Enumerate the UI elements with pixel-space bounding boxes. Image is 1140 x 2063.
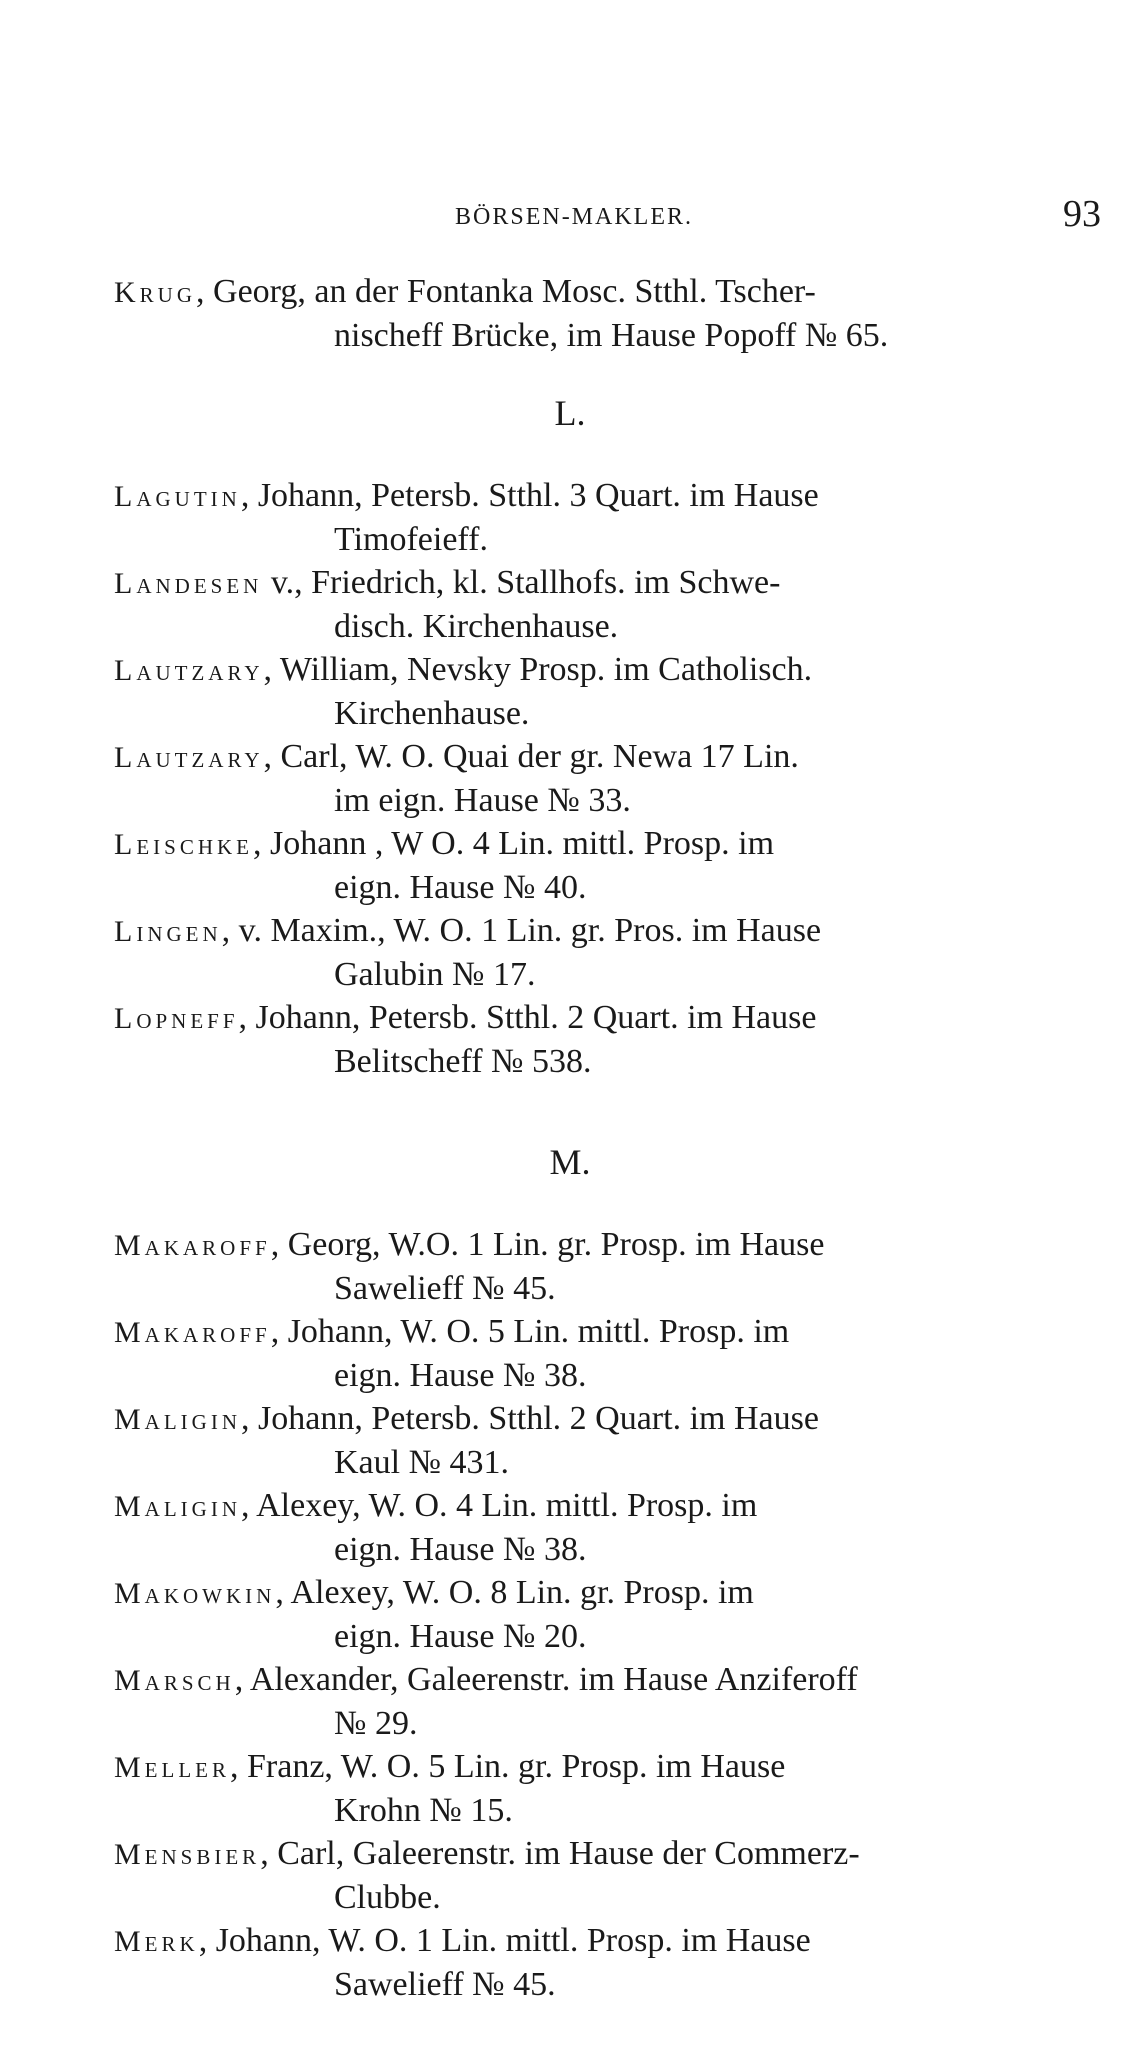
entry-surname: Merk	[114, 1925, 199, 1958]
entry-continuation-line: № 29.	[334, 1705, 418, 1742]
entry-text: Alexey, W. O. 4 Lin. mittl. Prosp. im	[256, 1487, 758, 1524]
entry-text: Carl, Galeerenstr. im Hause der Commerz-	[277, 1835, 860, 1872]
entry-surname: Maligin	[114, 1490, 241, 1523]
directory-entry	[114, 735, 1109, 822]
entry-first-line	[114, 561, 1109, 605]
entry-continuation-line: Sawelieff № 45.	[334, 1270, 556, 1307]
entry-first-line: Makaroff, Georg, W.O. 1 Lin. gr. Prosp. im Hause	[114, 1226, 825, 1263]
entry-first-line: Mensbier, Carl, Galeerenstr. im Hause der Commerz-	[114, 1835, 860, 1872]
entry-continuation-line: Kaul № 431.	[334, 1444, 510, 1481]
entry-first-line: Marsch, Alexander, Galeerenstr. im Hause Anziferoff	[114, 1661, 858, 1698]
entry-text: Franz, W. O. 5 Lin. gr. Prosp. im Hause	[247, 1748, 786, 1785]
entry-text: Alexey, W. O. 8 Lin. gr. Prosp. im	[290, 1574, 754, 1611]
entry-first-line: Krug, Georg, an der Fontanka Mosc. Stthl. Tscher-	[114, 273, 816, 310]
entry-text: Johann, W. O. 1 Lin. mittl. Prosp. im Hause	[215, 1922, 811, 1959]
directory-entry	[114, 1223, 1109, 1310]
entry-continuation-line: eign. Hause № 20.	[334, 1618, 587, 1655]
directory-entry	[114, 909, 1109, 996]
entry-surname: Lingen	[114, 915, 222, 948]
entry-continuation-line: Sawelieff № 45.	[334, 1966, 556, 2003]
entry-first-line: Merk, Johann, W. O. 1 Lin. mittl. Prosp. im Hause	[114, 1922, 811, 1959]
entry-continuation-line: im eign. Hause № 33.	[334, 782, 631, 819]
entry-continuation-line: Belitscheff № 538.	[334, 1043, 592, 1080]
directory-entry	[114, 1658, 1109, 1745]
directory-entry	[114, 1832, 1109, 1919]
page-number: 93	[1063, 193, 1101, 235]
entry-continuation-line: Krohn № 15.	[334, 1792, 513, 1829]
entry-text: Alexander, Galeerenstr. im Hause Anziferoff	[249, 1661, 858, 1698]
entry-continuation-line: disch. Kirchenhause.	[334, 608, 619, 645]
directory-entry	[114, 474, 1109, 561]
entry-text: Johann, Petersb. Stthl. 2 Quart. im Hause	[258, 1400, 819, 1437]
section-heading-m: M.	[549, 1142, 591, 1182]
entry-first-line: Lopneff, Johann, Petersb. Stthl. 2 Quart. im Hause	[114, 999, 817, 1036]
directory-entry	[114, 1571, 1109, 1658]
entry-text: v., Friedrich, kl. Stallhofs. im Schwe-	[270, 564, 781, 601]
entry-continuation-line: eign. Hause № 38.	[334, 1357, 587, 1394]
entry-continuation-line: Timofeieff.	[334, 521, 488, 558]
page-header	[0, 190, 1140, 250]
directory-entries	[0, 270, 1140, 2006]
entry-first-line: Makowkin, Alexey, W. O. 8 Lin. gr. Prosp. im	[114, 1574, 754, 1611]
entry-text: Georg, W.O. 1 Lin. gr. Prosp. im Hause	[287, 1226, 825, 1263]
entry-text: Johann , W O. 4 Lin. mittl. Prosp. im	[270, 825, 775, 862]
entry-first-line: Lautzary, William, Nevsky Prosp. im Catholisch.	[114, 651, 813, 688]
directory-entry	[114, 996, 1109, 1083]
entry-first-line: Lagutin, Johann, Petersb. Stthl. 3 Quart. im Hause	[114, 477, 819, 514]
entry-surname: Makaroff	[114, 1316, 271, 1349]
entry-surname: Meller	[114, 1751, 230, 1784]
entry-first-line: Makaroff, Johann, W. O. 5 Lin. mittl. Prosp. im	[114, 1313, 790, 1350]
entry-first-line: Lautzary, Carl, W. O. Quai der gr. Newa 17 Lin.	[114, 738, 799, 775]
entry-text: Georg, an der Fontanka Mosc. Stthl. Tscher-	[213, 273, 816, 310]
entry-first-line: Leischke, Johann , W O. 4 Lin. mittl. Prosp. im	[114, 825, 775, 862]
entry-text: Johann, Petersb. Stthl. 3 Quart. im Hause	[257, 477, 819, 514]
directory-entry	[114, 561, 1109, 648]
directory-entry	[114, 822, 1109, 909]
entry-continuation-line: nischeff Brücke, im Hause Popoff № 65.	[334, 317, 889, 354]
directory-entry	[114, 270, 1109, 357]
entry-surname: Lagutin	[114, 480, 241, 513]
entry-first-line: Maligin, Alexey, W. O. 4 Lin. mittl. Prosp. im	[114, 1487, 758, 1524]
running-title: BÖRSEN-MAKLER.	[455, 204, 694, 230]
entry-surname: Mensbier	[114, 1838, 261, 1871]
entry-first-line: Maligin, Johann, Petersb. Stthl. 2 Quart. im Hause	[114, 1400, 819, 1437]
section-heading-l: L.	[554, 393, 586, 433]
directory-entry	[114, 1310, 1109, 1397]
entry-text: William, Nevsky Prosp. im Catholisch.	[279, 651, 813, 688]
entry-surname: Lautzary	[114, 654, 264, 687]
directory-entry	[114, 1484, 1109, 1571]
entry-continuation-line: eign. Hause № 38.	[334, 1531, 587, 1568]
entry-surname: Lautzary	[114, 741, 264, 774]
entry-continuation-line: Galubin № 17.	[334, 956, 536, 993]
entry-text: Carl, W. O. Quai der gr. Newa 17 Lin.	[280, 738, 799, 775]
entry-continuation-line: Kirchenhause.	[334, 695, 530, 732]
entry-surname: Krug	[114, 276, 197, 309]
directory-entry	[114, 648, 1109, 735]
directory-entry	[114, 1919, 1109, 2006]
entry-surname: Makowkin	[114, 1577, 276, 1610]
entry-first-line: Lingen, v. Maxim., W. O. 1 Lin. gr. Pros. im Hause	[114, 912, 822, 949]
entry-surname: Leischke	[114, 828, 253, 861]
entry-continuation-line: eign. Hause № 40.	[334, 869, 587, 906]
entry-surname: Landesen	[114, 567, 263, 600]
entry-text: v. Maxim., W. O. 1 Lin. gr. Pros. im Hause	[238, 912, 822, 949]
entry-surname: Makaroff	[114, 1229, 271, 1262]
entry-text: Johann, W. O. 5 Lin. mittl. Prosp. im	[287, 1313, 790, 1350]
entry-text: Johann, Petersb. Stthl. 2 Quart. im Hause	[255, 999, 817, 1036]
entry-first-line: Meller, Franz, W. O. 5 Lin. gr. Prosp. im Hause	[114, 1748, 786, 1785]
directory-entry	[114, 1745, 1109, 1832]
entry-surname: Maligin	[114, 1403, 241, 1436]
entry-continuation-line: Clubbe.	[334, 1879, 441, 1916]
entry-surname: Marsch	[114, 1664, 235, 1697]
entry-surname: Lopneff	[114, 1002, 239, 1035]
directory-entry	[114, 1397, 1109, 1484]
